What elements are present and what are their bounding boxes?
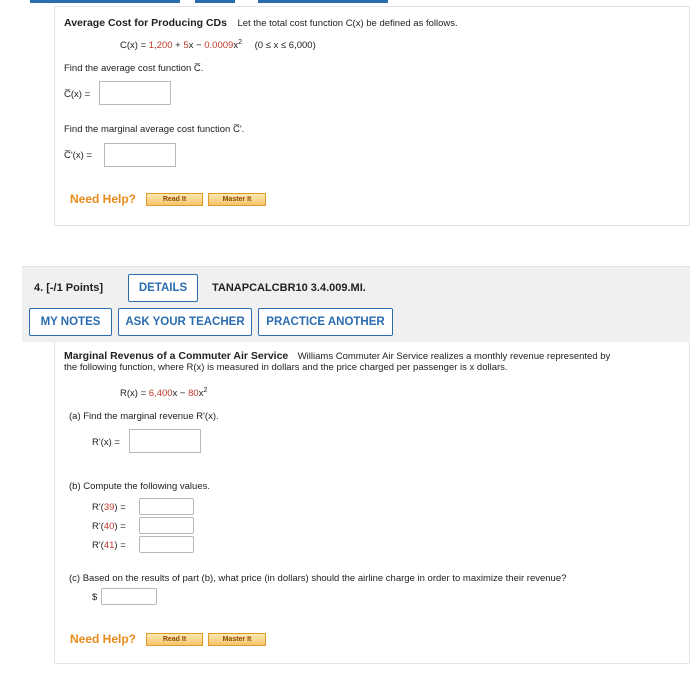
q3-domain: (0 ≤ x ≤ 6,000) [254,40,316,52]
my-notes-button[interactable]: MY NOTES [29,308,112,336]
q3-eq-coef-b: 5 [183,40,189,52]
q3-master-it-button[interactable]: Master It [208,193,266,206]
q4-part-c-prompt: (c) Based on the results of part (b), what price (in dollars) should the airline charge in order to maximize their revenue? [69,573,567,584]
q4-number-points: 4. [-/1 Points] [34,282,104,294]
q4-part-b-prompt: (b) Compute the following values. [69,481,210,492]
q3-eq-coef-c: 0.0009 [204,40,234,52]
q4-b-row-40-post: ) = [114,521,126,532]
q4-title: Marginal Revenus of a Commuter Air Service [64,350,289,362]
q3-marginal-average-cost-input[interactable] [104,143,176,167]
q4-master-it-button[interactable]: Master It [208,633,266,646]
q4-price-input[interactable] [101,588,157,605]
q4-eq-exponent: 2 [203,387,208,394]
q3-eq-left: C(x) = [120,40,149,52]
q4-r-prime-39-input[interactable] [139,498,194,515]
q4-b-row-39-label [92,502,126,513]
q3-need-help-label: Need Help? [70,192,137,206]
q4-part-a-prompt: (a) Find the marginal revenue R'(x). [69,411,219,422]
q3-eq-coef-a: 1,200 [148,40,173,52]
q4-b-row-39-pre: R'( [92,502,104,513]
ask-your-teacher-button[interactable]: ASK YOUR TEACHER [118,308,252,336]
q4-intro-line2: the following function, where R(x) is measured in dollars and the price charged per passenger is x dollars. [64,362,508,373]
q3-read-it-button[interactable]: Read It [146,193,203,206]
q3-part2-prompt: Find the marginal average cost function C̅'. [64,124,245,135]
q4-dollar-sign: $ [92,592,98,603]
q4-problem-code: TANAPCALCBR10 3.4.009.MI. [212,282,366,294]
q3-eq-plus: + [172,40,184,52]
q3-eq-minus: x − [188,40,205,52]
q4-eq-coef-a: 6,400 [148,388,173,400]
q4-intro-line1: Williams Commuter Air Service realizes a monthly revenue represented by [297,351,611,362]
q4-r-prime-41-input[interactable] [139,536,194,553]
q4-b-row-41-value: 41 [103,540,115,551]
q4-eq-left: R(x) = [120,388,149,400]
top-tab-indicator-2 [195,0,235,3]
q3-eq-x: x [233,40,239,52]
practice-another-button[interactable]: PRACTICE ANOTHER [258,308,393,336]
details-button[interactable]: DETAILS [128,274,198,302]
top-tab-indicator-1 [30,0,180,3]
q3-cost-equation [120,39,316,51]
q4-b-row-41-pre: R'( [92,540,104,551]
top-tab-indicator-3 [258,0,388,3]
q4-b-row-41-label [92,540,126,551]
q4-b-row-41-post: ) = [114,540,126,551]
q4-eq-coef-b: 80 [188,388,199,400]
q3-average-cost-input[interactable] [99,81,171,105]
q4-need-help-label: Need Help? [70,632,137,646]
q4-revenue-equation [120,387,207,399]
q4-eq-x: x [198,388,204,400]
q4-read-it-button[interactable]: Read It [146,633,203,646]
q3-part1-prompt: Find the average cost function C̅. [64,63,204,74]
q4-eq-minus: x − [172,388,189,400]
q4-r-prime-40-input[interactable] [139,517,194,534]
q3-eq-exponent: 2 [238,39,242,46]
q4-b-row-40-label [92,521,126,532]
q4-b-row-40-pre: R'( [92,521,104,532]
q3-intro: Let the total cost function C(x) be defined as follows. [237,18,458,29]
q4-b-row-40-value: 40 [103,521,115,532]
q4-heading [64,348,684,363]
q4-part-a-label: R'(x) = [92,437,120,448]
q3-heading [64,13,458,31]
q4-b-row-39-post: ) = [114,502,126,513]
q3-title: Average Cost for Producing CDs [64,17,227,29]
q3-part1-label: C̅(x) = [64,89,91,100]
q4-marginal-revenue-input[interactable] [129,429,201,453]
q3-part2-label: C̅'(x) = [64,150,92,161]
q4-b-row-39-value: 39 [103,502,115,513]
